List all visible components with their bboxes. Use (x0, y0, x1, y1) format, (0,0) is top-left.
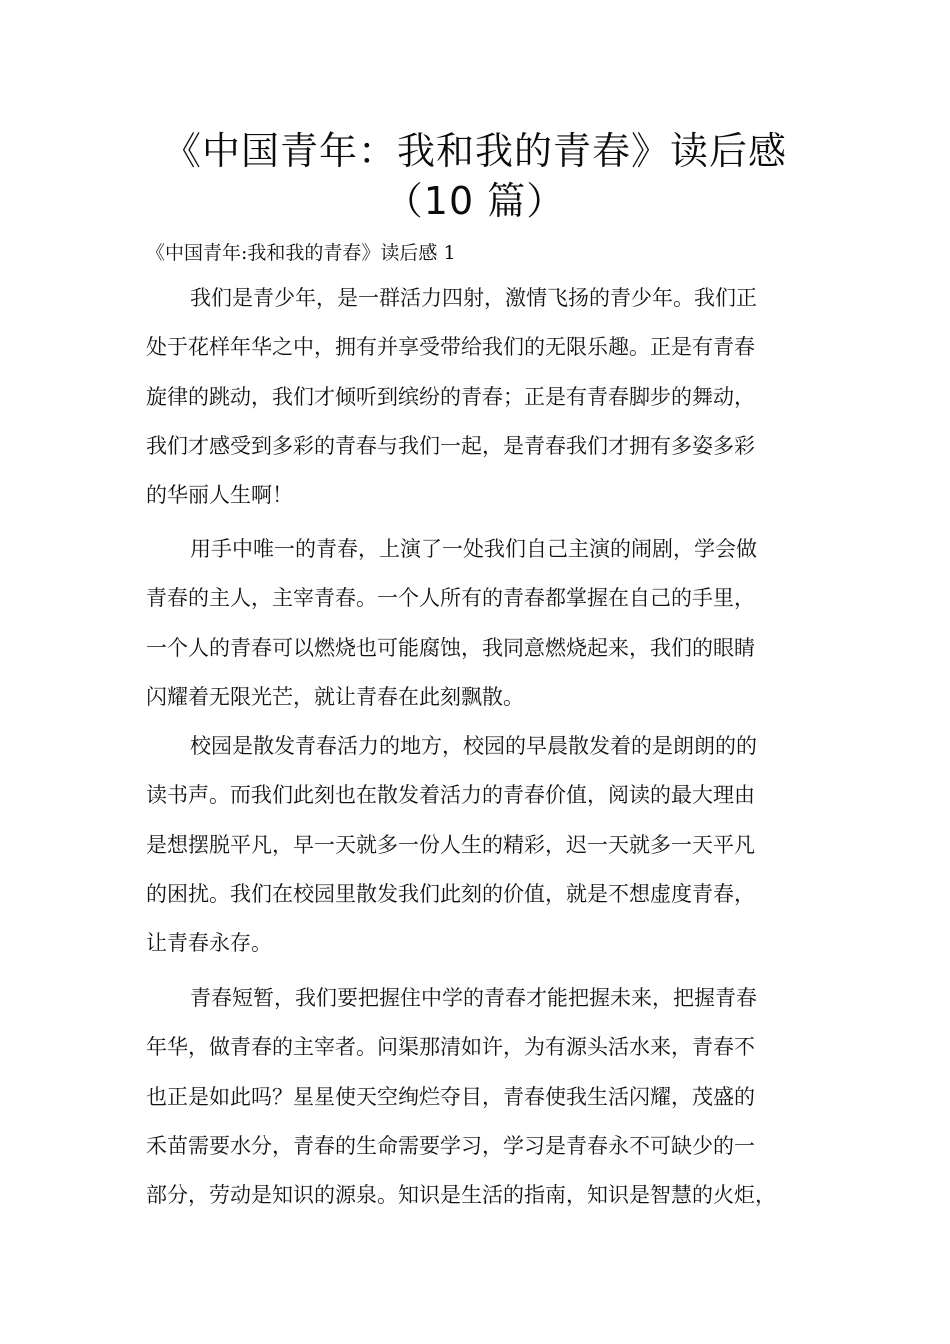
document-title (0, 126, 950, 226)
paragraph-line: 旋律的跳动，我们才倾听到缤纷的青春；正是有青春脚步的舞动， (146, 384, 755, 409)
paragraph-line: 我们是青少年，是一群活力四射，激情飞扬的青少年。我们正 (190, 286, 757, 310)
paragraph-4 (146, 974, 816, 1220)
paragraph-line: 读书声。而我们此刻也在散发着活力的青春价值，阅读的最大理由 (146, 783, 755, 808)
title-line-1: 《中国青年：我和我的青春》读后感 (162, 129, 787, 173)
paragraph-line: 青春的主人，主宰青春。一个人所有的青春都掌握在自己的手里， (146, 586, 755, 611)
title-line-2: （10 篇） (384, 179, 566, 223)
paragraph-line: 禾苗需要水分，青春的生命需要学习，学习是青春永不可缺少的一 (146, 1133, 755, 1158)
paragraph-line: 部分，劳动是知识的源泉。知识是生活的指南，知识是智慧的火炬， (146, 1183, 776, 1208)
paragraph-line: 用手中唯一的青春，上演了一处我们自己主演的闹剧，学会做 (190, 537, 757, 561)
paragraph-line: 让青春永存。 (146, 931, 272, 956)
paragraph-line: 也正是如此吗？星星使天空绚烂夺目，青春使我生活闪耀，茂盛的 (146, 1084, 755, 1109)
paragraph-line: 处于花样年华之中，拥有并享受带给我们的无限乐趣。正是有青春 (146, 335, 755, 360)
paragraph-line: 年华，做青春的主宰者。问渠那清如许，为有源头活水来，青春不 (146, 1035, 755, 1060)
section-heading: 《中国青年:我和我的青春》读后感 1 (146, 242, 456, 264)
paragraph-line: 是想摆脱平凡，早一天就多一份人生的精彩，迟一天就多一天平凡 (146, 832, 755, 857)
paragraph-line: 闪耀着无限光芒，就让青春在此刻飘散。 (146, 684, 524, 709)
paragraph-line: 我们才感受到多彩的青春与我们一起，是青春我们才拥有多姿多彩 (146, 433, 755, 458)
paragraph-2 (146, 525, 816, 722)
paragraph-line: 青春短暂，我们要把握住中学的青春才能把握未来，把握青春 (190, 986, 757, 1010)
paragraph-3 (146, 722, 816, 968)
paragraph-line: 的华丽人生啊！ (146, 483, 293, 508)
paragraph-1 (146, 274, 816, 520)
paragraph-line: 的困扰。我们在校园里散发我们此刻的价值，就是不想虚度青春， (146, 881, 755, 906)
paragraph-line: 校园是散发青春活力的地方，校园的早晨散发着的是朗朗的的 (190, 734, 757, 758)
paragraph-line: 一个人的青春可以燃烧也可能腐蚀，我同意燃烧起来，我们的眼睛 (146, 635, 755, 660)
